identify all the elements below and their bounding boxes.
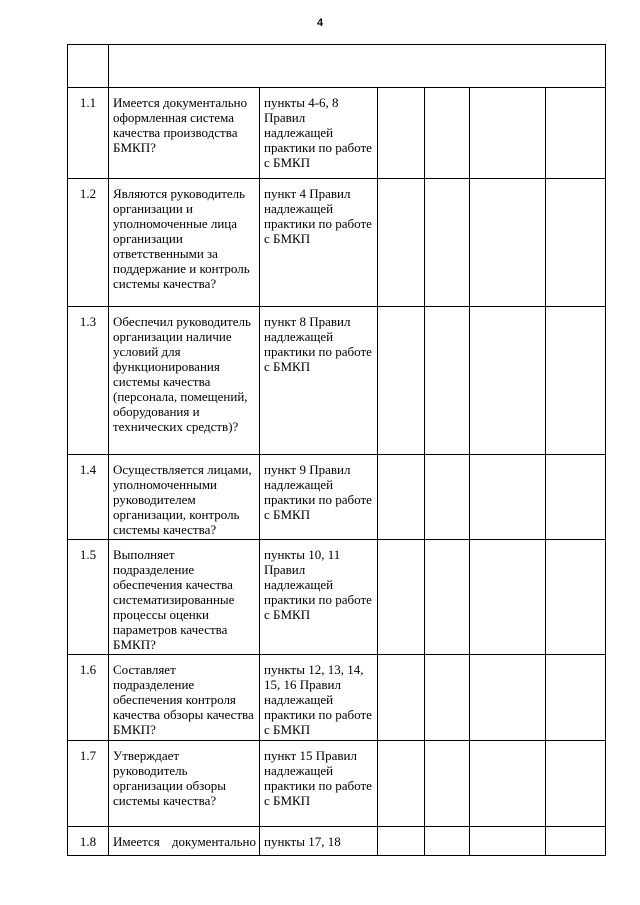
answer-cell [425, 455, 470, 540]
checklist-table [67, 44, 606, 856]
answer-cell [378, 88, 425, 179]
question-cell: Имеется документально [109, 827, 260, 856]
answer-cell [546, 179, 606, 307]
table-row [68, 540, 606, 655]
answer-cell [470, 655, 546, 741]
reference-cell: пункт 15 Правил надлежащей практики по работе с БМКП [260, 741, 378, 827]
answer-cell [425, 179, 470, 307]
answer-cell [425, 741, 470, 827]
answer-cell [546, 455, 606, 540]
answer-cell [378, 540, 425, 655]
question-cell: Выполняет подразделение обеспечения качества систематизированные процессы оценки параметров качества БМКП? [109, 540, 260, 655]
row-number: 1.7 [68, 741, 109, 827]
table-row [68, 455, 606, 540]
reference-cell: пункт 4 Правил надлежащей практики по работе с БМКП [260, 179, 378, 307]
answer-cell [378, 307, 425, 455]
row-number: 1.6 [68, 655, 109, 741]
answer-cell [470, 455, 546, 540]
answer-cell [546, 655, 606, 741]
header-row [68, 45, 606, 88]
answer-cell [425, 827, 470, 856]
answer-cell [470, 540, 546, 655]
reference-cell: пункты 17, 18 [260, 827, 378, 856]
table-row [68, 179, 606, 307]
answer-cell [546, 741, 606, 827]
answer-cell [546, 88, 606, 179]
answer-cell [378, 741, 425, 827]
question-cell: Являются руководитель организации и уполномоченные лица организации ответственными за поддержание и контроль системы качества? [109, 179, 260, 307]
question-cell: Осуществляется лицами, уполномоченными руководителем организации, контроль системы качества? [109, 455, 260, 540]
row-number: 1.3 [68, 307, 109, 455]
answer-cell [546, 540, 606, 655]
table-row [68, 655, 606, 741]
row-number: 1.2 [68, 179, 109, 307]
reference-cell: пункты 4-6, 8 Правил надлежащей практики по работе с БМКП [260, 88, 378, 179]
question-cell: Составляет подразделение обеспечения контроля качества обзоры качества БМКП? [109, 655, 260, 741]
table-row [68, 88, 606, 179]
answer-cell [470, 88, 546, 179]
question-cell: Имеется документально оформленная система качества производства БМКП? [109, 88, 260, 179]
reference-cell: пункты 12, 13, 14, 15, 16 Правил надлежащей практики по работе с БМКП [260, 655, 378, 741]
answer-cell [378, 455, 425, 540]
reference-cell: пункт 8 Правил надлежащей практики по работе с БМКП [260, 307, 378, 455]
answer-cell [378, 655, 425, 741]
answer-cell [425, 540, 470, 655]
table-row [68, 741, 606, 827]
header-cell [68, 45, 109, 88]
answer-cell [425, 307, 470, 455]
answer-cell [425, 88, 470, 179]
answer-cell [378, 179, 425, 307]
answer-cell [470, 827, 546, 856]
reference-cell: пункты 10, 11 Правил надлежащей практики по работе с БМКП [260, 540, 378, 655]
answer-cell [425, 655, 470, 741]
row-number: 1.1 [68, 88, 109, 179]
header-cell [109, 45, 606, 88]
answer-cell [470, 741, 546, 827]
question-cell: Обеспечил руководитель организации наличие условий для функционирования системы качества (персонала, помещений, оборудования и технических средств)? [109, 307, 260, 455]
row-number: 1.5 [68, 540, 109, 655]
answer-cell [546, 827, 606, 856]
question-cell: Утверждает руководитель организации обзоры системы качества? [109, 741, 260, 827]
table-row [68, 307, 606, 455]
answer-cell [378, 827, 425, 856]
answer-cell [470, 179, 546, 307]
answer-cell [546, 307, 606, 455]
row-number: 1.4 [68, 455, 109, 540]
row-number: 1.8 [68, 827, 109, 856]
reference-cell: пункт 9 Правил надлежащей практики по работе с БМКП [260, 455, 378, 540]
answer-cell [470, 307, 546, 455]
table-row [68, 827, 606, 856]
page-number: 4 [316, 17, 324, 29]
